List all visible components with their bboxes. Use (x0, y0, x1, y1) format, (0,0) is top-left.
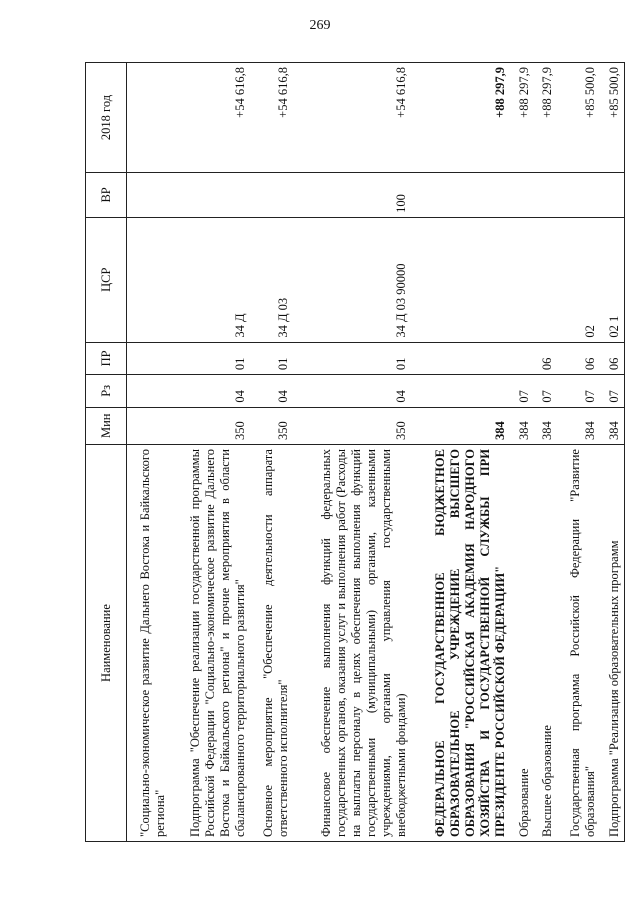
cell-min: 384 (411, 407, 510, 444)
header-pr: ПР (86, 342, 127, 374)
cell-rz: 04 (293, 375, 411, 407)
cell-pr: 01 (293, 342, 411, 374)
header-rz: Рз (86, 375, 127, 407)
cell-name: ФЕДЕРАЛЬНОЕ ГОСУДАРСТВЕННОЕ БЮДЖЕТНОЕ ОБРАЗОВАТЕЛЬНОЕ УЧРЕЖДЕНИЕ ВЫСШЕГО ОБРАЗОВАНИЯ "РОССИЙСКАЯ АКАДЕМИЯ НАРОДНОГО ХОЗЯЙСТВА И ГОСУДАРСТВЕННОЙ СЛУЖБЫ ПРИ ПРЕЗИДЕНТЕ РОССИЙСКОЙ ФЕДЕРАЦИИ" (411, 445, 510, 842)
cell-name: Высшее образование (534, 445, 558, 842)
cell-rz: 04 (250, 375, 293, 407)
cell-name: Государственная программа Российской Федерации "Развитие образования" (557, 445, 600, 842)
header-name: Наименование (86, 445, 127, 842)
cell-year (127, 63, 170, 173)
cell-year: +88 297,9 (411, 63, 510, 173)
cell-pr: 01 (170, 342, 250, 374)
header-year: 2018 год (86, 63, 127, 173)
cell-name: Подпрограмма "Реализация образовательных программ (600, 445, 625, 842)
cell-min: 384 (557, 407, 600, 444)
cell-vr (411, 172, 510, 217)
cell-min: 350 (250, 407, 293, 444)
cell-vr (534, 172, 558, 217)
cell-pr: 06 (534, 342, 558, 374)
cell-vr (600, 172, 625, 217)
cell-pr (411, 342, 510, 374)
cell-name: Финансовое обеспечение выполнения функций федеральных государственных органов, оказания услуг и выполнения работ (Расходы на выплаты персоналу в целях обеспечения выполнения функций государственными (муниципальными) органами, казенными учреждениями, органами управления государственными внебюджетными фондами) (293, 445, 411, 842)
cell-csr (534, 217, 558, 342)
table-row (250, 63, 293, 842)
cell-year: +54 616,8 (170, 63, 250, 173)
table-row (557, 63, 600, 842)
cell-name: "Социально-экономическое развитие Дальнего Востока и Байкальского региона" (127, 445, 170, 842)
header-min: Мин (86, 407, 127, 444)
cell-csr: 34 Д 03 (250, 217, 293, 342)
rotated-table-wrapper (85, 62, 625, 842)
cell-vr (170, 172, 250, 217)
cell-min: 350 (293, 407, 411, 444)
cell-rz (127, 375, 170, 407)
cell-pr: 06 (600, 342, 625, 374)
page-number: 269 (309, 18, 331, 33)
rotated-table-frame (85, 62, 625, 842)
table-row (534, 63, 558, 842)
table-row (510, 63, 534, 842)
cell-min (127, 407, 170, 444)
header-vr: ВР (86, 172, 127, 217)
cell-vr: 100 (293, 172, 411, 217)
cell-vr (510, 172, 534, 217)
budget-table (85, 62, 625, 842)
cell-year: +88 297,9 (510, 63, 534, 173)
cell-min: 384 (600, 407, 625, 444)
cell-year: +85 500,0 (557, 63, 600, 173)
cell-csr (510, 217, 534, 342)
cell-pr: 01 (250, 342, 293, 374)
cell-min: 350 (170, 407, 250, 444)
table-row (127, 63, 170, 842)
cell-year: +88 297,9 (534, 63, 558, 173)
cell-csr: 34 Д (170, 217, 250, 342)
cell-pr: 06 (557, 342, 600, 374)
header-csr: ЦСР (86, 217, 127, 342)
cell-rz (411, 375, 510, 407)
cell-csr (411, 217, 510, 342)
cell-name: Подпрограмма "Обеспечение реализации государственной программы Российской Федерации "Социально-экономическое развитие Дальнего Востока и Байкальского региона" и прочие мероприятия в области сбалансированного территориального развития" (170, 445, 250, 842)
table-row (170, 63, 250, 842)
cell-rz: 07 (557, 375, 600, 407)
cell-year: +54 616,8 (250, 63, 293, 173)
cell-csr (127, 217, 170, 342)
cell-vr (250, 172, 293, 217)
table-body (127, 63, 625, 842)
cell-csr: 02 (557, 217, 600, 342)
cell-rz: 04 (170, 375, 250, 407)
cell-year: +54 616,8 (293, 63, 411, 173)
table-row (293, 63, 411, 842)
cell-min: 384 (534, 407, 558, 444)
cell-pr (510, 342, 534, 374)
cell-year: +85 500,0 (600, 63, 625, 173)
cell-rz: 07 (534, 375, 558, 407)
cell-name: Основное мероприятие "Обеспечение деятельности аппарата ответственного исполнителя" (250, 445, 293, 842)
cell-rz: 07 (510, 375, 534, 407)
cell-csr: 34 Д 03 90000 (293, 217, 411, 342)
cell-pr (127, 342, 170, 374)
cell-vr (557, 172, 600, 217)
table-header-row (86, 63, 127, 842)
cell-min: 384 (510, 407, 534, 444)
cell-vr (127, 172, 170, 217)
cell-csr: 02 1 (600, 217, 625, 342)
table-row (411, 63, 510, 842)
cell-rz: 07 (600, 375, 625, 407)
table-row (600, 63, 625, 842)
cell-name: Образование (510, 445, 534, 842)
